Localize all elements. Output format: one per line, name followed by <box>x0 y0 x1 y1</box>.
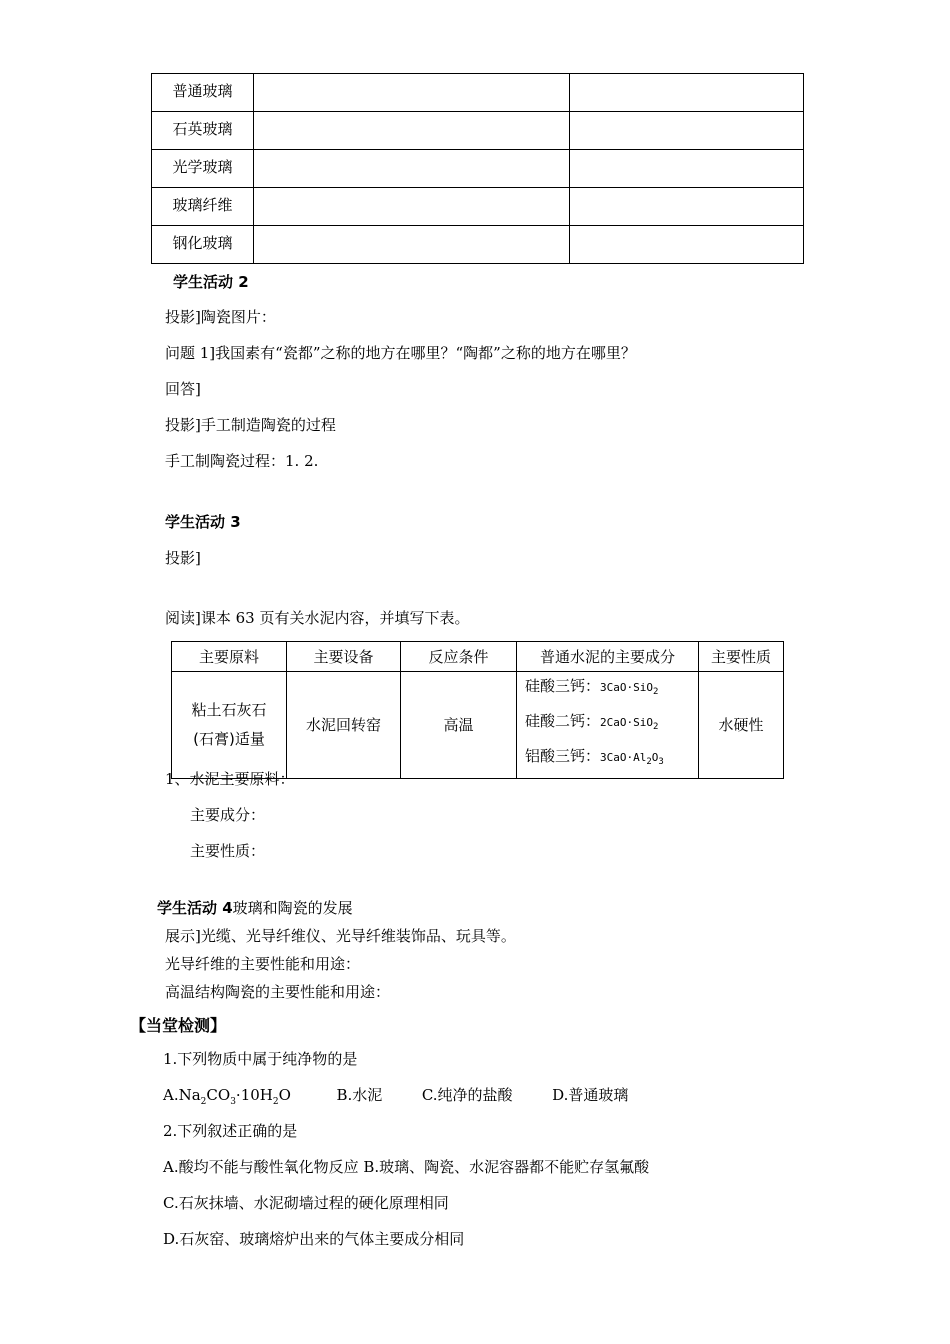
formula <box>600 716 659 733</box>
activity3-title: 学生活动 3 <box>165 513 241 531</box>
activity3-line: 投影] <box>165 549 201 567</box>
question-option: D.石灰窑、玻璃熔炉出来的气体主要成分相同 <box>163 1230 465 1248</box>
activity4-title <box>157 897 353 918</box>
empty-cell <box>570 188 804 226</box>
table-row <box>152 74 804 112</box>
equipment-cell: 水泥回转窑 <box>287 672 401 779</box>
option-text: ·10H <box>235 1086 273 1104</box>
table-row <box>152 188 804 226</box>
empty-cell <box>570 226 804 264</box>
composition-label: 硅酸二钙： <box>525 712 601 731</box>
formula-sub: 2 <box>200 1097 207 1107</box>
empty-cell <box>254 188 570 226</box>
formula-sub: 2 <box>646 757 652 768</box>
cement-note: 1、水泥主要原料： <box>165 770 295 788</box>
empty-cell <box>254 150 570 188</box>
raw-material-line: 粘土石灰石 <box>191 700 267 719</box>
activity2-title: 学生活动 2 <box>173 273 249 291</box>
composition-label: 铝酸三钙： <box>525 747 601 766</box>
glass-types-table <box>151 73 804 264</box>
question: 2.下列叙述正确的是 <box>163 1122 298 1140</box>
activity4-title-rest: 玻璃和陶瓷的发展 <box>232 899 353 917</box>
composition-cell <box>517 672 699 779</box>
option-b: B.水泥 <box>336 1086 383 1104</box>
activity2-line: 手工制陶瓷过程：1. 2. <box>165 452 319 470</box>
question-option: C.石灰抹墙、水泥砌墙过程的硬化原理相同 <box>163 1194 449 1212</box>
raw-materials-cell <box>172 672 287 779</box>
activity4-line: 高温结构陶瓷的主要性能和用途： <box>165 983 391 1001</box>
table-row <box>152 112 804 150</box>
table-row <box>152 226 804 264</box>
column-header: 主要设备 <box>287 642 401 672</box>
table-row <box>152 150 804 188</box>
activity3-line: 阅读]课本 63 页有关水泥内容，并填写下表。 <box>165 609 470 627</box>
column-header: 反应条件 <box>401 642 517 672</box>
formula <box>600 681 659 698</box>
column-header: 普通水泥的主要成分 <box>517 642 699 672</box>
property-cell: 水硬性 <box>699 672 784 779</box>
composition-line <box>525 707 698 742</box>
activity2-line: 问题 1]我国素有“瓷都”之称的地方在哪里？“陶都”之称的地方在哪里？ <box>165 344 636 362</box>
glass-name-cell: 玻璃纤维 <box>152 188 254 226</box>
cement-note: 主要成分： <box>190 806 266 824</box>
empty-cell <box>570 150 804 188</box>
formula-text: O <box>651 751 659 765</box>
question-options: A.酸均不能与酸性氧化物反应 B.玻璃、陶瓷、水泥容器都不能贮存氢氟酸 <box>163 1158 650 1176</box>
glass-name-cell: 普通玻璃 <box>152 74 254 112</box>
column-header: 主要性质 <box>699 642 784 672</box>
composition-label: 硅酸三钙： <box>525 677 601 695</box>
question: 1.下列物质中属于纯净物的是 <box>163 1050 358 1068</box>
glass-name-cell: 石英玻璃 <box>152 112 254 150</box>
empty-cell <box>254 226 570 264</box>
empty-cell <box>254 112 570 150</box>
composition-line <box>525 742 698 777</box>
empty-cell <box>570 74 804 112</box>
column-header: 主要原料 <box>172 642 287 672</box>
activity4-title-bold: 学生活动 4 <box>157 899 233 917</box>
cement-table <box>171 641 784 779</box>
option-text: CO <box>206 1086 231 1104</box>
formula-text: 3CaO·Al <box>600 751 647 765</box>
empty-cell <box>570 112 804 150</box>
formula <box>600 751 664 768</box>
option-c: C.纯净的盐酸 <box>421 1086 513 1104</box>
glass-name-cell: 光学玻璃 <box>152 150 254 188</box>
option-text: A.Na <box>163 1086 201 1104</box>
formula-text: 3CaO·SiO <box>600 681 653 694</box>
activity2-line: 投影]陶瓷图片： <box>165 308 276 326</box>
formula-sub: 3 <box>230 1097 236 1107</box>
question-options <box>163 1084 628 1107</box>
activity4-line: 展示]光缆、光导纤维仪、光导纤维装饰品、玩具等。 <box>165 927 516 945</box>
formula-sub: 2 <box>653 722 659 733</box>
formula-sub: 3 <box>658 757 664 768</box>
glass-name-cell: 钢化玻璃 <box>152 226 254 264</box>
table-header-row <box>172 642 784 672</box>
activity2-line: 回答] <box>165 380 201 398</box>
empty-cell <box>254 74 570 112</box>
activity2-line: 投影]手工制造陶瓷的过程 <box>165 416 336 434</box>
option-d: D.普通玻璃 <box>552 1086 629 1104</box>
option-text: O <box>278 1086 291 1104</box>
check-section-title: 【当堂检测】 <box>130 1016 227 1035</box>
formula-text: 2CaO·SiO <box>600 716 653 730</box>
option-a <box>163 1086 291 1107</box>
cement-note: 主要性质： <box>190 842 266 860</box>
activity4-line: 光导纤维的主要性能和用途： <box>165 955 361 973</box>
table-row <box>172 672 784 779</box>
raw-material-line: (石膏)适量 <box>193 729 265 748</box>
composition-line <box>525 672 698 707</box>
formula-sub: 2 <box>272 1097 279 1107</box>
formula-sub: 2 <box>653 687 659 698</box>
condition-cell: 高温 <box>401 672 517 779</box>
